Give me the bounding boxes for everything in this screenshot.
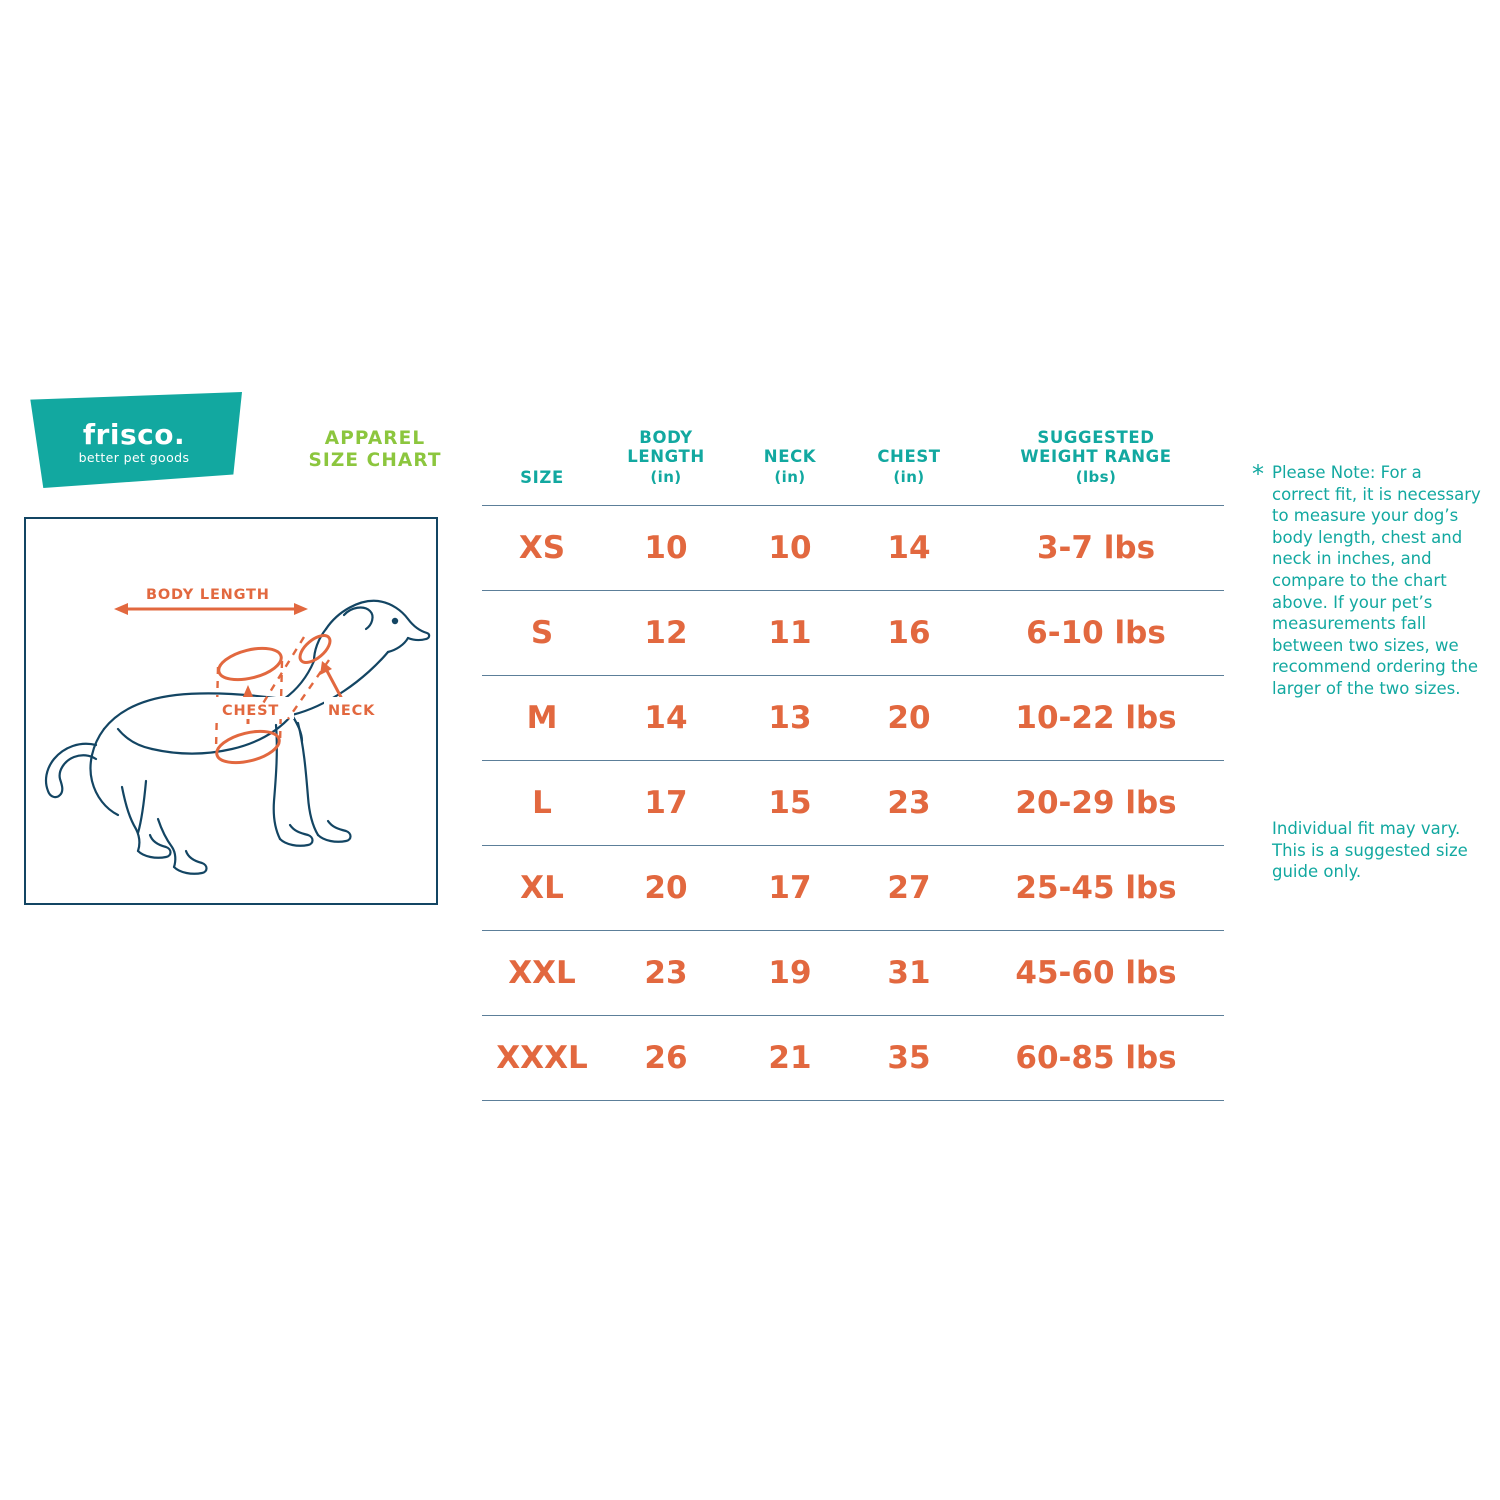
cell-neck: 19 [730,931,850,1016]
table-header-row [482,428,1224,506]
logo-brand-name: frisco. [82,418,186,451]
column-header-size: SIZE [520,468,564,487]
column-header-neck: NECK (in) [763,447,817,486]
dog-measurement-diagram [24,517,438,905]
size-chart-table [482,428,1224,1101]
cell-size: XXL [482,931,602,1016]
cell-body-length: 26 [602,1016,730,1101]
cell-size: XS [482,506,602,591]
please-note-block [1252,462,1484,700]
table-row [482,1016,1224,1101]
cell-weight: 6-10 lbs [968,591,1224,676]
cell-weight: 60-85 lbs [968,1016,1224,1101]
cell-size: XXXL [482,1016,602,1101]
cell-weight: 3-7 lbs [968,506,1224,591]
svg-text:CHEST: CHEST [222,703,280,719]
individual-fit-note: Individual fit may vary. This is a suggested size guide only. [1272,819,1468,882]
svg-text:NECK: NECK [328,703,376,719]
cell-chest: 14 [850,506,968,591]
page-title-line1: APPAREL [324,428,426,449]
cell-body-length: 20 [602,846,730,931]
size-chart-table-wrapper [482,428,1224,1101]
table-row [482,591,1224,676]
cell-weight: 45-60 lbs [968,931,1224,1016]
cell-weight: 25-45 lbs [968,846,1224,931]
table-row [482,761,1224,846]
frisco-logo [26,392,242,488]
cell-size: S [482,591,602,676]
cell-chest: 23 [850,761,968,846]
cell-neck: 11 [730,591,850,676]
cell-size: L [482,761,602,846]
cell-chest: 27 [850,846,968,931]
cell-size: M [482,676,602,761]
cell-chest: 20 [850,676,968,761]
table-row [482,931,1224,1016]
cell-neck: 13 [730,676,850,761]
cell-neck: 21 [730,1016,850,1101]
cell-neck: 10 [730,506,850,591]
column-header-body-length: BODY LENGTH (in) [627,428,705,486]
cell-body-length: 14 [602,676,730,761]
cell-weight: 20-29 lbs [968,761,1224,846]
asterisk-icon: * [1252,460,1264,488]
table-row [482,676,1224,761]
page-title [280,428,470,472]
cell-chest: 35 [850,1016,968,1101]
logo-tagline: better pet goods [78,450,190,465]
svg-text:BODY LENGTH: BODY LENGTH [146,587,270,603]
cell-neck: 15 [730,761,850,846]
cell-chest: 31 [850,931,968,1016]
table-row [482,846,1224,931]
cell-body-length: 10 [602,506,730,591]
cell-body-length: 23 [602,931,730,1016]
table-row [482,506,1224,591]
cell-weight: 10-22 lbs [968,676,1224,761]
please-note-text: Please Note: For a correct fit, it is necessary to measure your dog’s body length, chest and neck in inches, and compare to the chart above. If your pet’s measurements fall between two sizes, we recommend ordering the larger of the two sizes. [1272,463,1481,698]
column-header-weight-range: SUGGESTED WEIGHT RANGE (lbs) [1020,428,1172,486]
cell-neck: 17 [730,846,850,931]
cell-body-length: 17 [602,761,730,846]
page-title-line2: SIZE CHART [308,450,442,471]
cell-chest: 16 [850,591,968,676]
cell-body-length: 12 [602,591,730,676]
column-header-chest: CHEST (in) [877,447,941,486]
cell-size: XL [482,846,602,931]
